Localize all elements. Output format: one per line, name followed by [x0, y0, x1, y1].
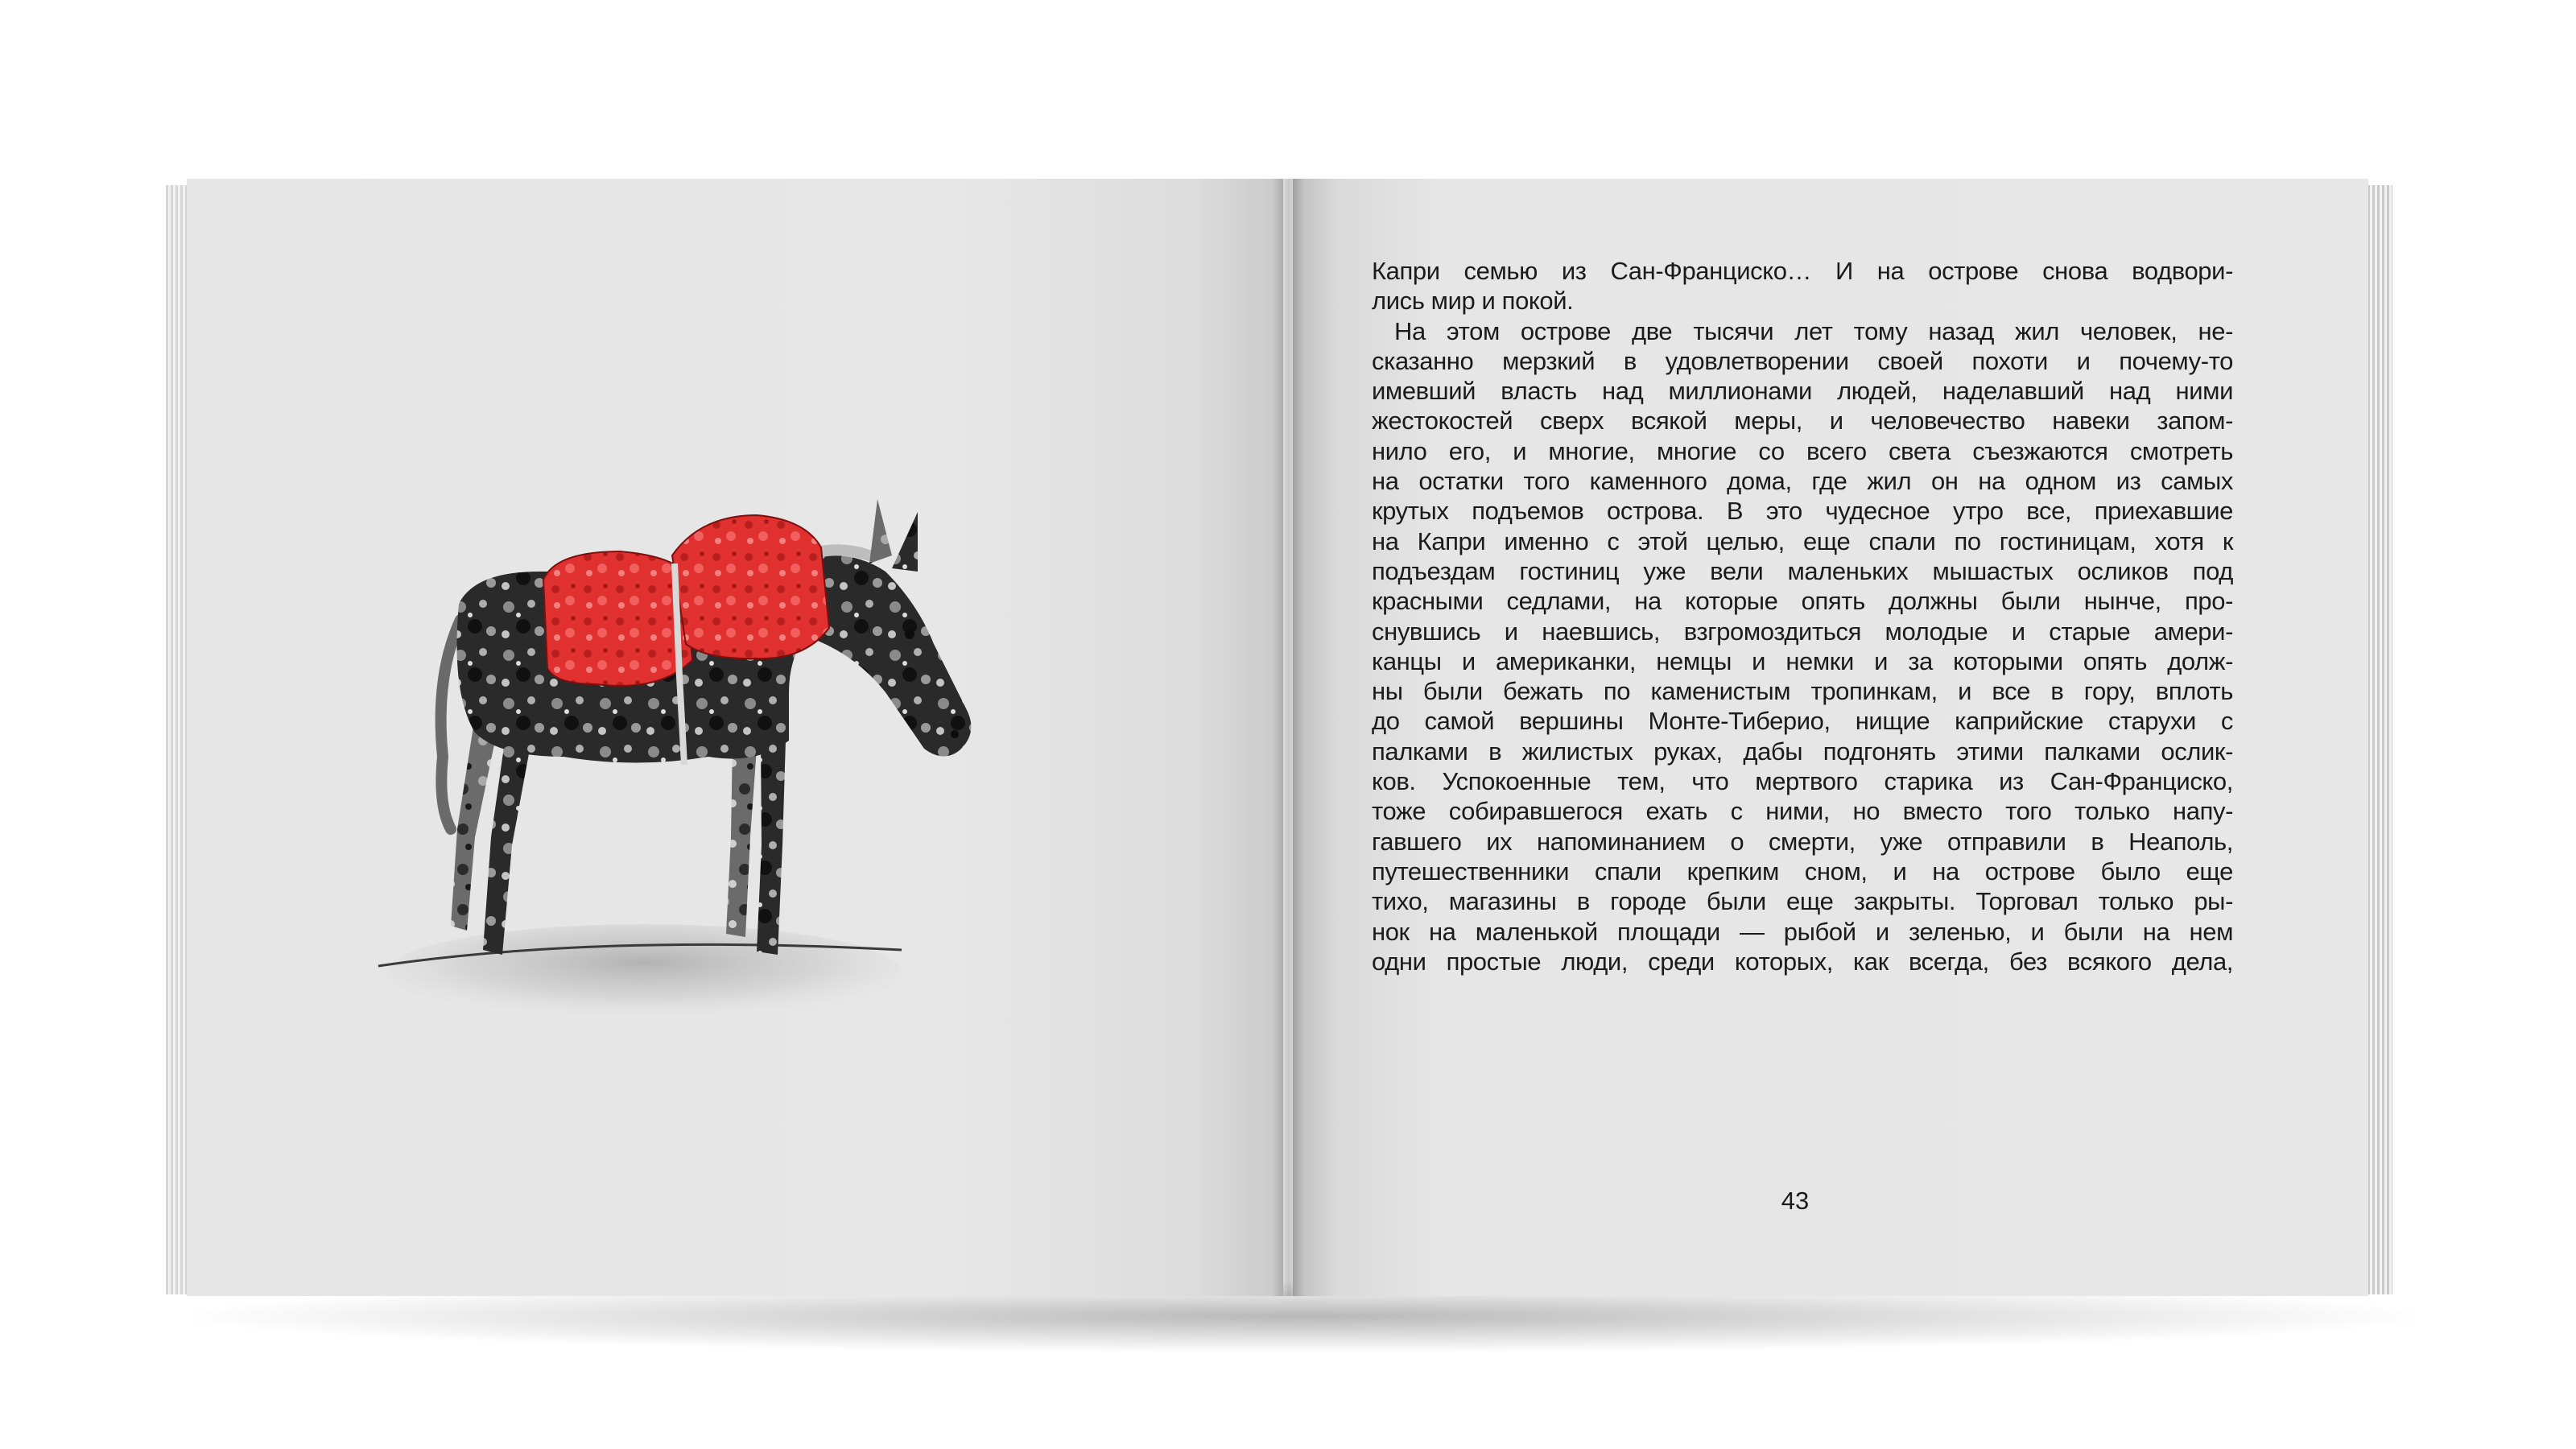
text-line: подъездам гостиниц уже вели маленьких мышастых осликов под	[1372, 556, 2233, 585]
donkey-eye	[905, 630, 914, 639]
donkey-nostril	[951, 730, 959, 738]
text-line: на остатки того каменного дома, где жил он на одном из самых	[1372, 467, 2233, 496]
text-line: до самой вершины Монте-Тиберио, нищие каприйские старухи с	[1372, 707, 2233, 736]
text-line: путешественники спали крепким сном, и на острове было еще	[1372, 857, 2233, 886]
text-line: сказанно мерзкий в удовлетворении своей похоти и почему-то	[1372, 346, 2233, 375]
text-line: снувшись и наевшись, взгромоздиться молодые и старые амери-	[1372, 617, 2233, 646]
text-line: жестокостей сверх всякой меры, и человечество навеки запом-	[1372, 407, 2233, 436]
donkey-ear-left	[869, 499, 892, 564]
page-text	[1372, 256, 2233, 976]
front-leg-right	[757, 741, 786, 955]
donkey-ear-right	[892, 512, 918, 572]
text-line: лись мир и покой.	[1372, 287, 1574, 316]
text-line: ны были бежать по каменистым тропинкам, и все в гору, вплоть	[1372, 677, 2233, 706]
text-line: на Капри именно с этой целью, еще спали по гостиницам, хотя к	[1372, 526, 2233, 555]
text-line: гавшего их напоминанием о смерти, уже отправили в Неаполь,	[1372, 827, 2233, 856]
text-line: палками в жилистых руках, дабы подгонять этими палками ослик-	[1372, 737, 2233, 766]
text-line: крутых подъемов острова. В это чудесное утро все, приехавшие	[1372, 497, 2233, 526]
text-line: нило его, и многие, многие со всего света съезжаются смотреть	[1372, 436, 2233, 465]
book-gutter	[1272, 179, 1304, 1296]
text-line: красными седлами, на которые опять должны были нынче, про-	[1372, 587, 2233, 616]
saddle-front	[672, 515, 829, 658]
front-leg-left	[726, 741, 757, 937]
text-line: имевший власть над миллионами людей, наделавший над ними	[1372, 377, 2233, 406]
text-line: Капри семью из Сан-Франциско… И на острове снова водвори-	[1372, 257, 2233, 285]
page-number: 43	[1781, 1187, 1810, 1215]
text-line: канцы и американки, немцы и немки и за которыми опять долж-	[1372, 646, 2233, 675]
saddle-back	[543, 551, 692, 686]
text-line: На этом острове две тысячи лет тому назад жил человек, не-	[1394, 316, 2233, 345]
right-page-edges	[2365, 185, 2392, 1294]
ground-shadow	[386, 924, 902, 1021]
text-line: тихо, магазины в городе были еще закрыты. Торговал только ры-	[1372, 887, 2233, 916]
text-line: тоже собиравшегося ехать с ними, но вместо того только напу-	[1372, 797, 2233, 826]
text-line: нок на маленькой площади — рыбой и зеленью, и были на нем	[1372, 917, 2233, 946]
text-line: одни простые люди, среди которых, как всегда, без всякого дела,	[1372, 947, 2233, 976]
donkey-illustration	[354, 451, 1063, 1063]
text-line: ков. Успокоенные тем, что мертвого старика из Сан-Франциско,	[1372, 767, 2233, 796]
